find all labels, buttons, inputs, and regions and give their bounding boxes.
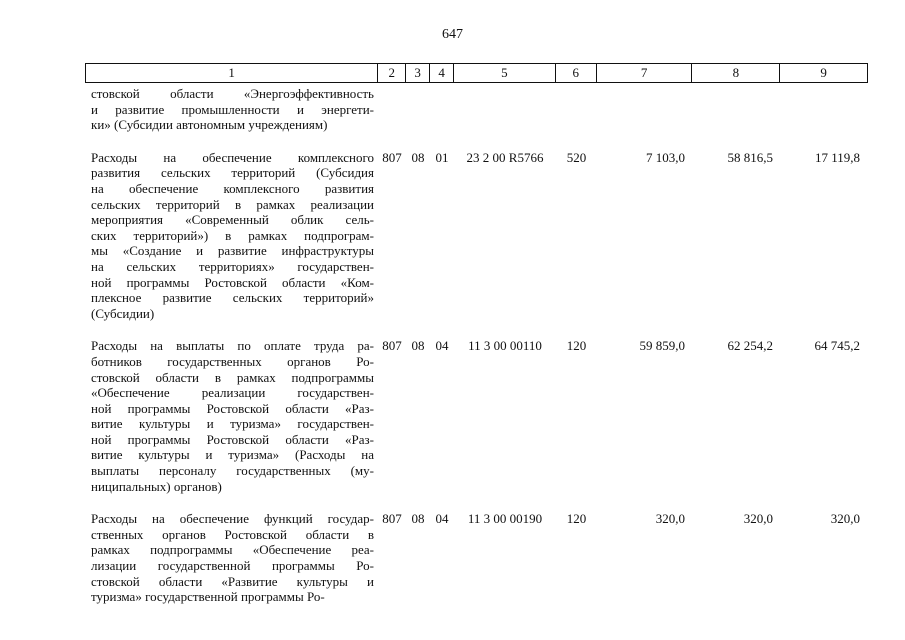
cell-c3: 08 [411,149,425,165]
description-line: Расходы на обеспечение функций государ- [91,511,374,527]
description-line: мы «Создание и развитие инфраструктуры [91,243,374,259]
description-line: ной программы Ростовской области «Ком- [91,274,374,290]
row-description [85,511,378,605]
cell-c5: 23 2 00 R5766 [466,149,544,165]
description-line: стовской области «Развитие культуры и [91,573,374,589]
description-line: мероприятия «Современный облик сель- [91,212,374,228]
cell-c6 [556,86,597,133]
cell-c7: 59 859,0 [639,338,685,354]
cell-c4: 04 [435,511,449,527]
header-cell-2: 2 [378,64,406,82]
cell-c8: 62 254,2 [727,338,773,354]
description-line: стовской области в рамках подпрограммы [91,369,374,385]
description-line: на сельских территориях» государствен- [91,258,374,274]
description-line: ботников государственных органов Ро- [91,353,374,369]
description-line: плексное развитие сельских территорий» [91,290,374,306]
cell-c6: 120 [566,511,587,527]
cell-c8: 58 816,5 [727,149,773,165]
header-cell-6: 6 [556,64,597,82]
table-header [85,63,868,83]
table-row [85,511,868,605]
description-line: ниципальных) органов) [91,478,222,494]
cell-c4: 01 [435,149,449,165]
header-cell-9: 9 [820,65,827,80]
cell-c2 [378,86,406,133]
cell-c4: 04 [435,338,449,354]
header-cell-1: 1 [86,64,378,82]
cell-c9: 320,0 [830,511,860,527]
row-description [85,338,378,494]
description-line: «Обеспечение реализации государствен- [91,385,374,401]
cell-c2: 807 [382,338,402,354]
cell-c9 [781,86,868,133]
description-line: Расходы на выплаты по оплате труда ра- [91,338,374,354]
table-row [85,86,868,133]
cell-c3 [406,86,430,133]
description-line: ственных органов Ростовской области в [91,526,374,542]
description-line: витие культуры и туризма» (Расходы на [91,447,374,463]
description-line: сельских территорий в рамках реализации [91,196,374,212]
cell-c6: 520 [566,149,587,165]
header-cell-5: 5 [454,64,556,82]
cell-c3: 08 [411,511,425,527]
cell-c5: 11 3 00 00190 [467,511,543,527]
description-line: ки» (Субсидии автономным учреждениям) [91,117,328,133]
description-line: и развитие промышленности и энергети- [91,101,374,117]
description-line: развития сельских территорий (Субсидия [91,165,374,181]
table-row [85,150,868,322]
description-line: Расходы на обеспечение комплексного [91,149,374,165]
description-line: (Субсидии) [91,305,155,321]
description-line: ной программы Ростовской области «Раз- [91,431,374,447]
cell-c6: 120 [566,338,587,354]
cell-c8: 320,0 [743,511,773,527]
description-line: туризма» государственной программы Ро- [91,589,325,605]
description-line: стовской области «Энергоэффективность [91,86,374,101]
description-line: выплаты персоналу государственных (му- [91,463,374,479]
cell-c9: 17 119,8 [814,149,860,165]
cell-c3: 08 [411,338,425,354]
description-line: ной программы Ростовской области «Раз- [91,400,374,416]
header-cell-8: 8 [692,64,780,82]
row-description [85,86,378,133]
row-description [85,150,378,322]
description-line: витие культуры и туризма» государствен- [91,416,374,432]
cell-c5: 11 3 00 00110 [468,338,542,354]
description-line: рамках подпрограммы «Обеспечение реа- [91,542,374,558]
cell-c9: 64 745,2 [814,338,860,354]
description-line: лизации государственной программы Ро- [91,558,374,574]
cell-c7 [597,86,693,133]
cell-c7: 320,0 [655,511,685,527]
cell-c7: 7 103,0 [646,149,685,165]
header-cell-3: 3 [406,64,430,82]
cell-c4 [430,86,454,133]
cell-c2: 807 [382,149,402,165]
cell-c2: 807 [382,511,402,527]
description-line: на обеспечение комплексного развития [91,180,374,196]
header-cell-4: 4 [430,64,454,82]
page-number: 647 [442,27,463,42]
table-row [85,338,868,494]
table-body [85,86,868,605]
cell-c5 [454,86,556,133]
header-cell-7: 7 [597,64,693,82]
description-line: ских территорий») в рамках подпрограм- [91,227,374,243]
cell-c8 [693,86,781,133]
